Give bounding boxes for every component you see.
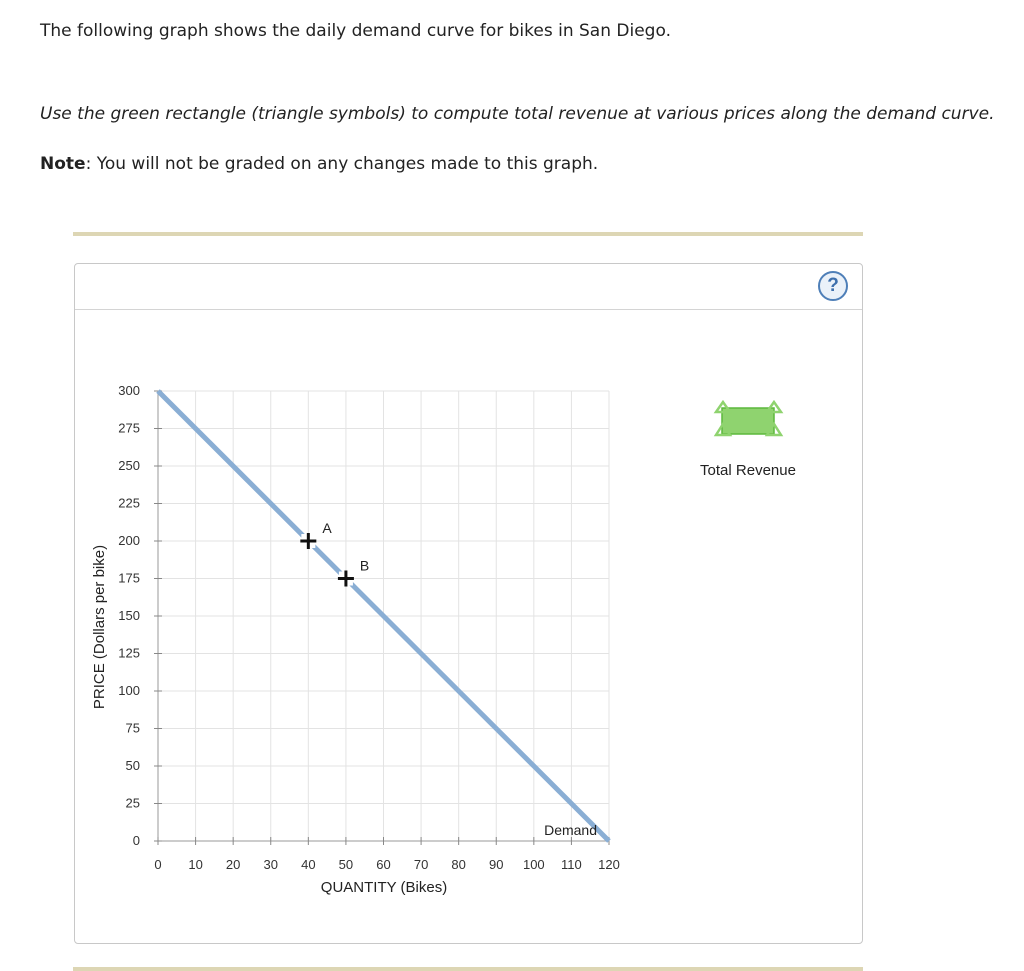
y-tick-label-250: 250 (118, 458, 140, 473)
x-tick-label-80: 80 (451, 857, 466, 872)
x-tick-label-110: 110 (561, 857, 582, 872)
x-tick-label-50: 50 (338, 857, 354, 872)
y-tick-label-275: 275 (118, 420, 140, 436)
y-tick-label-75: 75 (125, 720, 140, 736)
demand-chart (75, 264, 862, 943)
points-layer (300, 520, 369, 587)
y-tick-label-150: 150 (118, 608, 140, 623)
graph-panel (74, 263, 863, 944)
x-tick-label-30: 30 (263, 857, 278, 872)
y-axis-title: PRICE (Dollars per bike) (91, 544, 108, 710)
note-label: Note (40, 154, 86, 174)
x-tick-label-20: 20 (225, 857, 241, 872)
y-tick-label-0: 0 (132, 833, 140, 848)
help-button[interactable]: ? (818, 271, 848, 301)
x-tick-label-10: 10 (188, 857, 203, 872)
x-tick-label-120: 120 (598, 857, 620, 872)
question-note (40, 154, 598, 174)
y-tick-label-200: 200 (118, 533, 140, 548)
total-revenue-tool[interactable] (716, 402, 781, 435)
y-tick-label-175: 175 (118, 570, 140, 586)
demand-curve-label: Demand (544, 822, 597, 838)
x-tick-label-60: 60 (376, 857, 391, 872)
question-intro: The following graph shows the daily demand curve for bikes in San Diego. (40, 21, 671, 41)
y-tick-label-25: 25 (125, 795, 140, 811)
y-tick-label-225: 225 (118, 495, 140, 511)
axes (118, 383, 620, 872)
point-a-label: A (322, 520, 332, 536)
x-tick-label-90: 90 (489, 857, 504, 872)
note-text: : You will not be graded on any changes made to this graph. (85, 154, 599, 174)
top-divider (73, 232, 863, 236)
point-b-label: B (359, 557, 370, 574)
bottom-divider (73, 967, 863, 971)
x-axis-title: QUANTITY (Bikes) (320, 879, 448, 896)
x-tick-label-100: 100 (522, 857, 545, 872)
x-tick-label-0: 0 (154, 857, 162, 872)
x-tick-label-70: 70 (413, 857, 429, 872)
y-tick-label-300: 300 (118, 383, 140, 398)
x-tick-label-40: 40 (301, 857, 316, 872)
total-revenue-label: Total Revenue (700, 462, 796, 479)
y-tick-label-50: 50 (125, 758, 140, 773)
question-instruction: Use the green rectangle (triangle symbols) to compute total revenue at various prices along the demand curve. (40, 104, 995, 124)
y-tick-label-100: 100 (118, 683, 140, 698)
y-tick-label-125: 125 (118, 645, 140, 661)
